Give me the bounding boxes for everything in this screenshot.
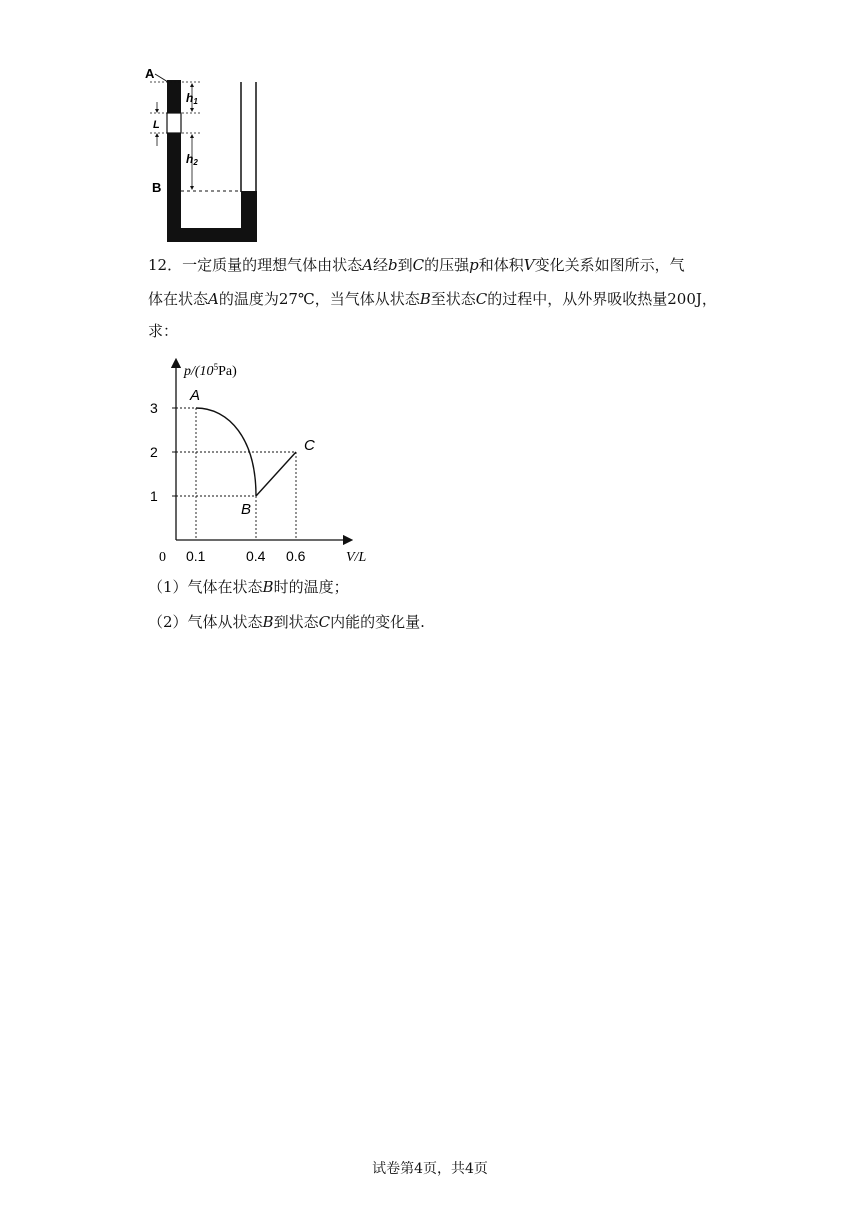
label-L: L	[153, 119, 160, 131]
q-text: 变化关系如图所示，气	[534, 256, 685, 274]
origin-label: 0	[159, 550, 166, 565]
x-tick-label: 0.4	[246, 548, 266, 564]
L-arrow-head-top	[155, 109, 159, 113]
q-text: 体在状态	[148, 290, 209, 308]
question-line-3: 求：	[148, 322, 179, 340]
question-line-2	[148, 289, 717, 309]
y-tick-label: 2	[150, 444, 158, 460]
x-tick-label: 0.1	[186, 548, 206, 564]
q-var-B: B	[419, 290, 431, 308]
q-text: 和体积	[478, 256, 524, 274]
left-mercury-lower	[167, 133, 181, 228]
label-h1: h1	[186, 91, 198, 106]
label-B: B	[152, 180, 162, 195]
left-mercury-upper	[167, 80, 181, 113]
subquestion-1	[148, 577, 349, 597]
q-text: 的压强	[424, 256, 470, 274]
q-text: 经	[372, 256, 388, 274]
u-tube-figure	[140, 62, 270, 246]
y-tick-label: 3	[150, 400, 158, 416]
y-axis-label: $p/(10^5Pa)$	[184, 362, 237, 379]
q-text: 到	[397, 256, 413, 274]
gas-column-L	[167, 113, 181, 133]
right-mercury	[241, 191, 257, 231]
q-var-V: V	[523, 256, 535, 274]
sq-text: （1）气体在状态	[148, 578, 263, 596]
A-pointer	[155, 74, 168, 82]
h2-arrow-head-up	[190, 134, 194, 138]
page-footer: 试卷第4页，共4页	[372, 1161, 488, 1177]
sq-text: （2）气体从状态	[148, 613, 263, 631]
point-label-A: A	[190, 387, 201, 404]
q-var-C: C	[412, 256, 425, 274]
x-axis-label: V/L	[346, 550, 367, 565]
x-tick-label: 0.6	[286, 548, 306, 564]
q-text: 至状态	[430, 290, 476, 308]
sq-text: 到状态	[273, 613, 319, 631]
point-label-C: C	[304, 437, 315, 454]
L-arrow-head-bottom	[155, 133, 159, 137]
y-tick-label: 1	[150, 488, 158, 504]
point-label-B: B	[241, 501, 252, 518]
pv-graph	[140, 355, 400, 570]
q-var-A: A	[208, 290, 219, 308]
sq-text: 时的温度；	[273, 578, 349, 596]
label-A: A	[145, 66, 155, 81]
question-line-1	[148, 255, 685, 275]
q-var-A: A	[362, 256, 373, 274]
line-B-C	[256, 452, 296, 496]
q-var-b: b	[387, 256, 398, 274]
label-h2: h2	[186, 152, 198, 167]
h1-arrow-head-down	[190, 108, 194, 112]
q-var-p: p	[469, 256, 479, 274]
question-number: 12．	[148, 256, 183, 274]
sq-var-C: C	[318, 613, 331, 631]
q-text: 的温度为27℃，当气体从状态	[218, 290, 420, 308]
sq-var-B: B	[262, 578, 274, 596]
q-text: 一定质量的理想气体由状态	[182, 256, 363, 274]
subquestion-2	[148, 612, 425, 632]
q-var-C: C	[475, 290, 488, 308]
h2-arrow-head-down	[190, 186, 194, 190]
h1-arrow-head-up	[190, 83, 194, 87]
sq-text: 内能的变化量.	[330, 613, 425, 631]
q-text: 的过程中，从外界吸收热量200J，	[487, 290, 717, 308]
sq-var-B: B	[262, 613, 274, 631]
graph-layer	[150, 387, 315, 564]
